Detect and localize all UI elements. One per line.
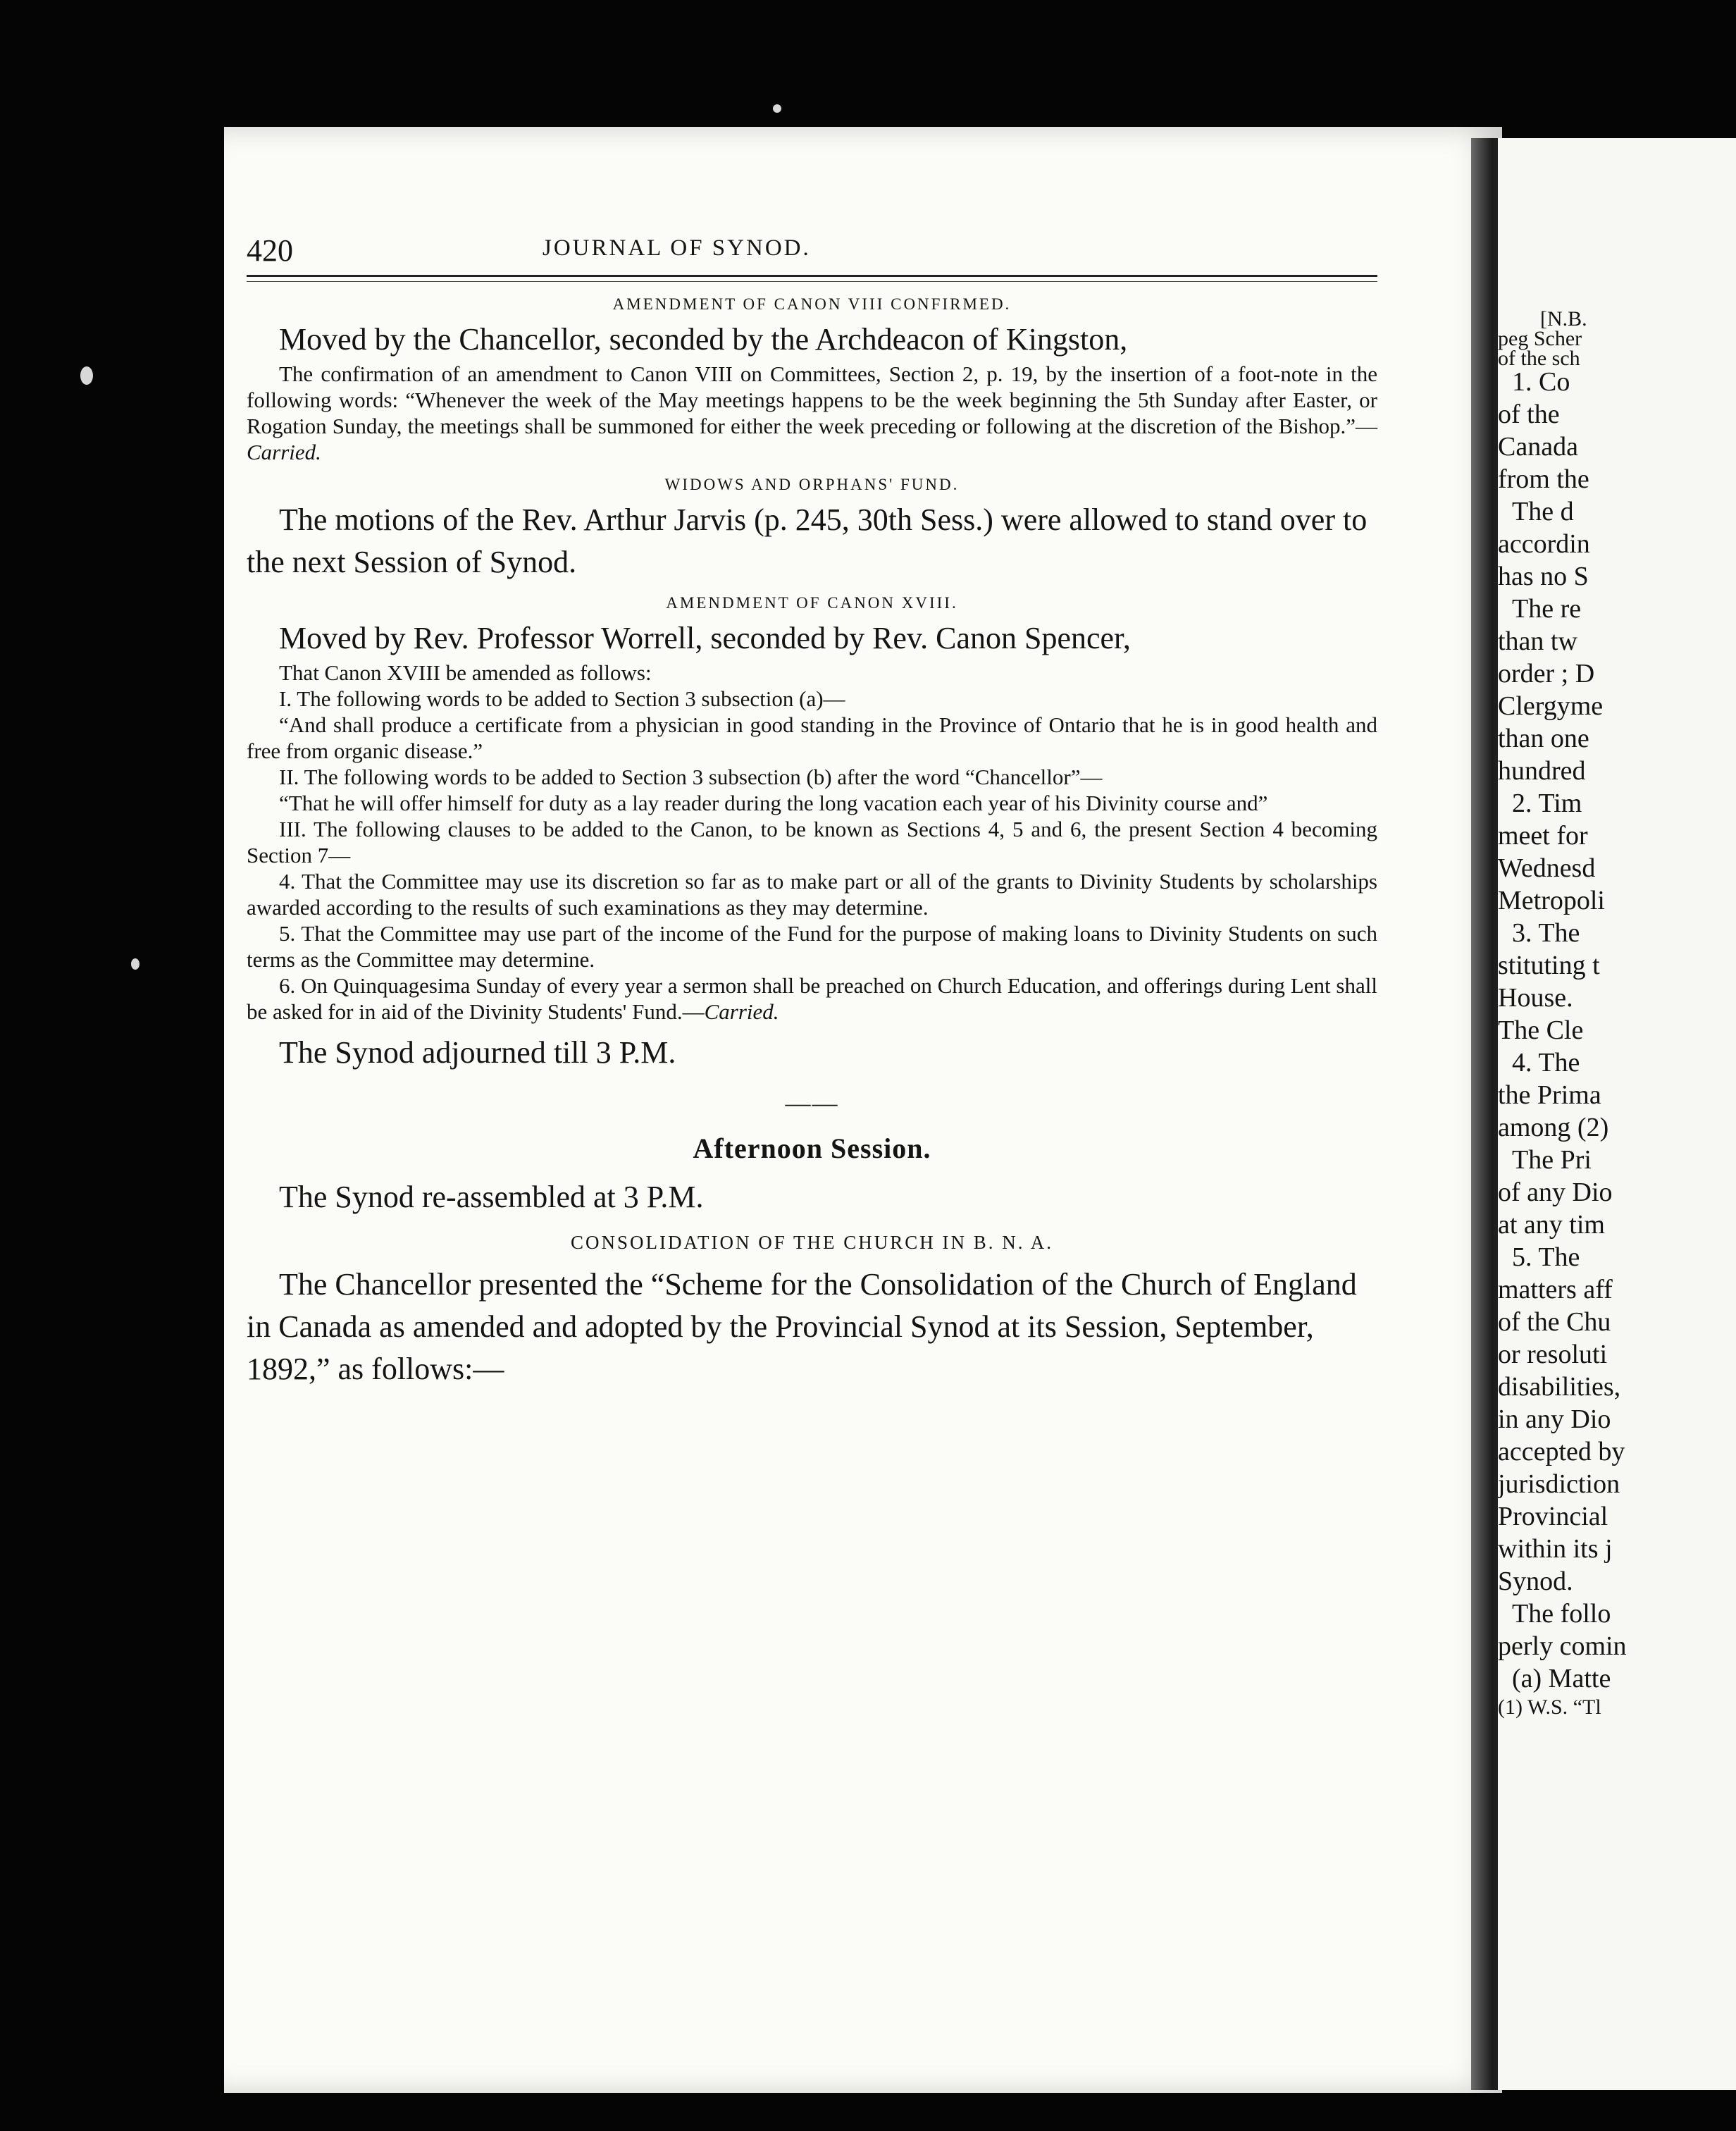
right-page-line: matters aff xyxy=(1498,1275,1613,1304)
right-page-line: 5. The xyxy=(1512,1242,1580,1272)
adjourned-text: The Synod adjourned till 3 P.M. xyxy=(279,1035,676,1070)
right-page-line: The re xyxy=(1512,594,1582,624)
paragraph: 6. On Quinquagesima Sunday of every year a sermon shall be preached on Church Education, and offerings during Lent shall be asked for in aid of the Divinity Students' Fund.—Carried. xyxy=(247,973,1377,1024)
page-number: 420 xyxy=(247,233,293,268)
paragraph: II. The following words to be added to Section 3 subsection (b) after the word “Chancellor”— xyxy=(279,765,1103,789)
section-heading: AMENDMENT OF CANON VIII CONFIRMED. xyxy=(612,295,1012,313)
right-page-partial xyxy=(1498,138,1736,2090)
page-header xyxy=(247,233,1377,277)
right-page-line: of any Dio xyxy=(1498,1178,1613,1207)
right-page-line: meet for xyxy=(1498,821,1588,851)
paragraph: That Canon XVIII be amended as follows: xyxy=(279,660,652,685)
right-page-line: disabilities, xyxy=(1498,1372,1621,1402)
right-page-line: [N.B. xyxy=(1540,307,1587,331)
right-page-line: 4. The xyxy=(1512,1048,1580,1077)
right-page-line: at any tim xyxy=(1498,1210,1605,1240)
scan-speck xyxy=(80,366,93,385)
right-page-line: in any Dio xyxy=(1498,1404,1611,1434)
right-page-line: within its j xyxy=(1498,1534,1613,1564)
scan-speck xyxy=(773,104,781,113)
right-page-line: Provincial xyxy=(1498,1502,1608,1531)
right-page-line: order ; D xyxy=(1498,659,1595,688)
right-page-line: accepted by xyxy=(1498,1437,1625,1466)
session-heading: Afternoon Session. xyxy=(693,1132,931,1164)
right-page-line: hundred xyxy=(1498,756,1586,786)
right-page-line: (a) Matte xyxy=(1512,1664,1611,1693)
scan-speck xyxy=(131,958,140,970)
right-page-line: among (2) xyxy=(1498,1113,1609,1142)
right-page-line: or resoluti xyxy=(1498,1340,1608,1369)
reassembled-text: The Synod re-assembled at 3 P.M. xyxy=(279,1180,704,1214)
right-page-line: from the xyxy=(1498,464,1589,494)
right-page-line: perly comin xyxy=(1498,1631,1627,1661)
right-page-line: The Cle xyxy=(1498,1015,1584,1045)
separator: —— xyxy=(785,1089,839,1117)
right-page-line: The follo xyxy=(1512,1599,1611,1629)
paragraph: The confirmation of an amendment to Canon VIII on Committees, Section 2, p. 19, by the insertion of a foot-note in the following words: “Whenever the week of the May meetings happens to be the week beginning the 5th Sunday after Easter, or Rogation Sunday, the meetings shall be summoned for either the week preceding or following at the discretion of the Bishop.”—Carried. xyxy=(247,362,1377,464)
running-head: JOURNAL OF SYNOD. xyxy=(542,235,811,261)
right-page-line: peg Scher xyxy=(1498,327,1582,350)
right-page-line: than one xyxy=(1498,724,1589,753)
section-heading: AMENDMENT OF CANON XVIII. xyxy=(666,594,958,612)
right-page-line: Metropoli xyxy=(1498,886,1605,915)
paragraph: 5. That the Committee may use part of the income of the Fund for the purpose of making loans to Divinity Students on such terms as the Committee may determine. xyxy=(247,921,1377,972)
paragraph: III. The following clauses to be added to the Canon, to be known as Sections 4, 5 and 6, the present Section 4 becoming Section 7— xyxy=(247,817,1377,867)
section-heading: WIDOWS AND ORPHANS' FUND. xyxy=(664,476,960,493)
right-page-line: than tw xyxy=(1498,626,1577,656)
right-page-line: Synod. xyxy=(1498,1567,1573,1596)
right-page-line: stituting t xyxy=(1498,951,1600,980)
right-page-line: The Pri xyxy=(1512,1145,1592,1175)
right-page-line: 3. The xyxy=(1512,918,1580,948)
motion-text: Moved by the Chancellor, seconded by the Archdeacon of Kingston, xyxy=(279,322,1128,357)
right-page-line: jurisdiction xyxy=(1498,1469,1620,1499)
right-page-line: accordin xyxy=(1498,529,1590,559)
right-page-line: 2. Tim xyxy=(1512,789,1582,818)
right-page-line: House. xyxy=(1498,983,1573,1013)
right-page-line: Clergyme xyxy=(1498,691,1604,721)
paragraph: “And shall produce a certificate from a physician in good standing in the Province of Ontario that he is in good health and free from organic disease.” xyxy=(247,712,1377,763)
section-heading: CONSOLIDATION OF THE CHURCH IN B. N. A. xyxy=(570,1232,1054,1253)
right-page-line: (1) W.S. “Tl xyxy=(1498,1695,1601,1719)
right-page-line: of the sch xyxy=(1498,347,1580,370)
header-rule xyxy=(247,281,1377,282)
carried-note: Carried. xyxy=(704,999,779,1024)
consolidation-text: The Chancellor presented the “Scheme for the Consolidation of the Church of England in Canada as amended and adopted by the Provincial Synod at its Session, September, 1892,” as follows:— xyxy=(247,1267,1357,1386)
carried-note: Carried. xyxy=(247,440,321,464)
right-page-line: Canada xyxy=(1498,432,1578,462)
right-page-line: The d xyxy=(1512,497,1574,526)
right-page-line: has no S xyxy=(1498,562,1589,591)
paragraph: 4. That the Committee may use its discretion so far as to make part or all of the grants to Divinity Students by scholarships awarded according to the results of such examinations as they may determine. xyxy=(247,869,1377,920)
right-page-line: of the xyxy=(1498,400,1560,429)
motion-text: The motions of the Rev. Arthur Jarvis (p. 245, 30th Sess.) were allowed to stand over to the next Session of Synod. xyxy=(247,502,1368,579)
right-page-line: the Prima xyxy=(1498,1080,1601,1110)
right-page-line: of the Chu xyxy=(1498,1307,1611,1337)
right-page-line: Wednesd xyxy=(1498,853,1596,883)
left-page-content xyxy=(247,233,1377,1390)
right-page-line: 1. Co xyxy=(1512,367,1570,397)
paragraph: I. The following words to be added to Section 3 subsection (a)— xyxy=(279,686,845,711)
paragraph: “That he will offer himself for duty as a lay reader during the long vacation each year of his Divinity course and” xyxy=(279,791,1268,815)
motion-text: Moved by Rev. Professor Worrell, seconded by Rev. Canon Spencer, xyxy=(279,621,1131,655)
